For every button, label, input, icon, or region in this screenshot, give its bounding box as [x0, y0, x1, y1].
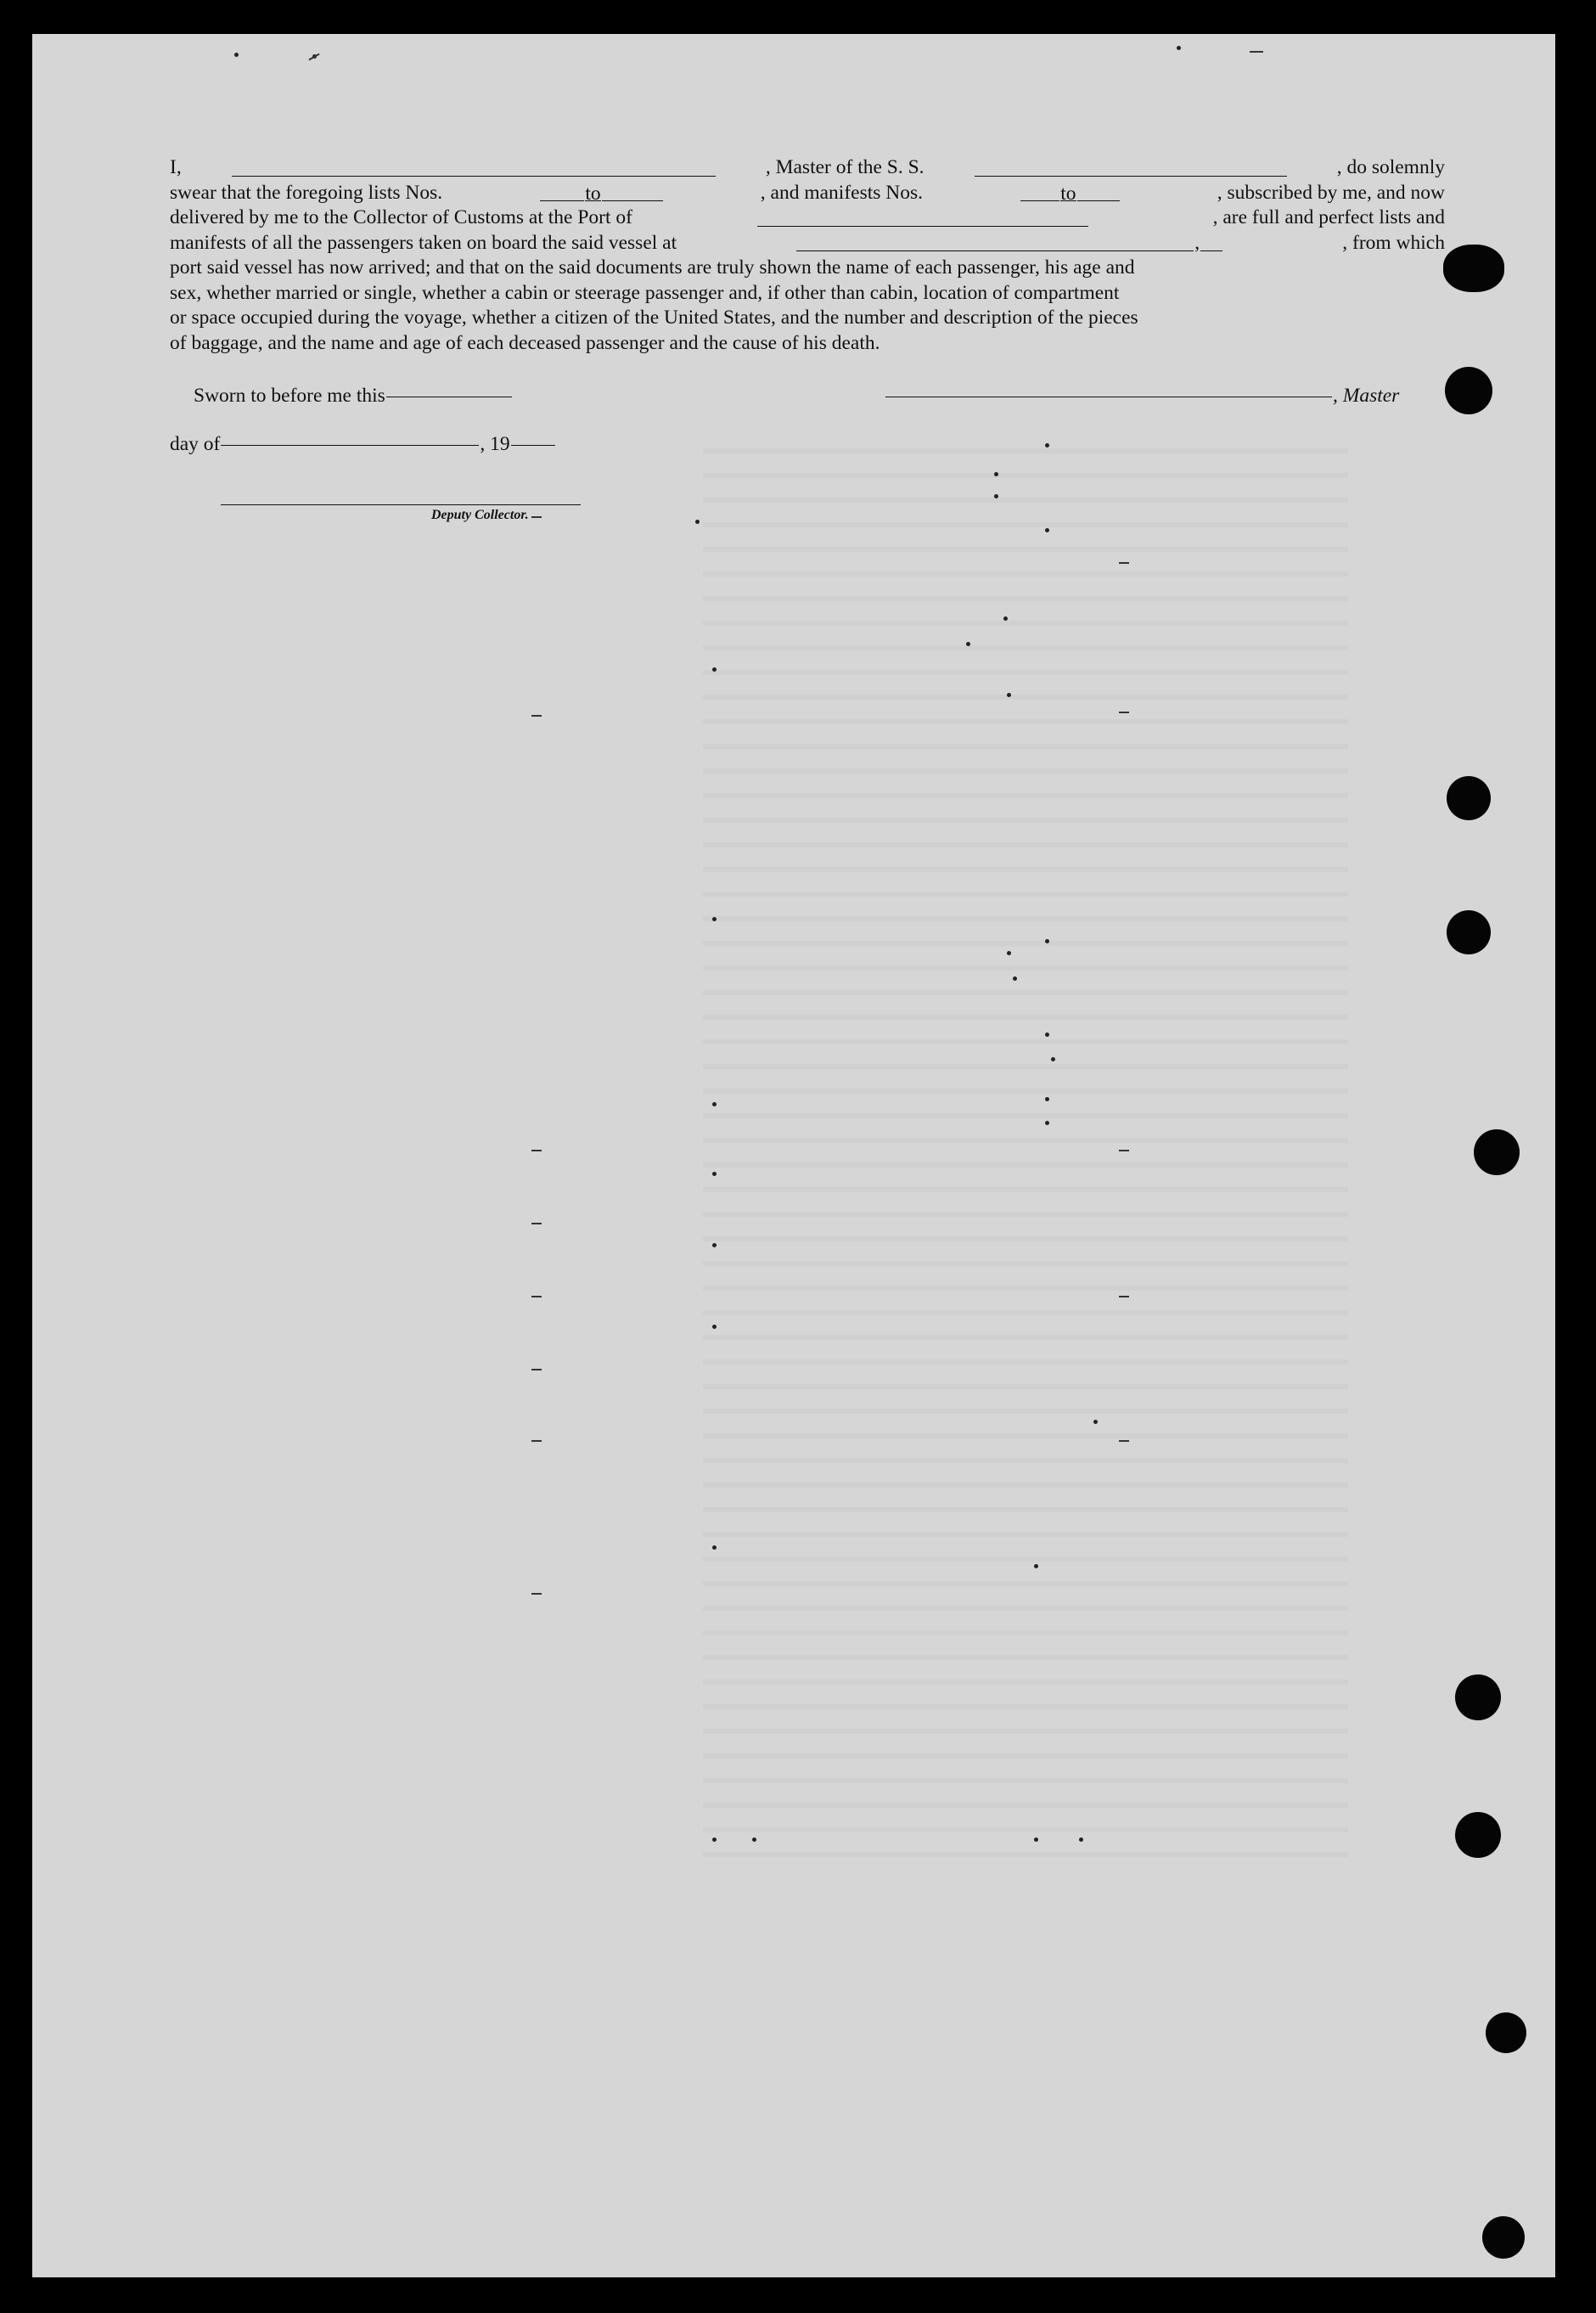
punch-hole	[1443, 245, 1504, 292]
oath-line-8-text: of baggage, and the name and age of each deceased passenger and the cause of his death.	[170, 331, 880, 354]
oath-line-4	[170, 231, 1445, 256]
punch-hole	[1474, 1129, 1520, 1175]
oath-line-7-text: or space occupied during the voyage, whether a citizen of the United States, and the number and description of the pieces	[170, 307, 1138, 329]
oath-comma: ,	[1194, 231, 1200, 254]
day-of-field[interactable]	[221, 444, 479, 446]
punch-hole	[1455, 1812, 1501, 1858]
oath-subscribed: , subscribed by me, and now	[1217, 181, 1445, 204]
master-signature-line	[885, 385, 1399, 408]
punch-hole	[1486, 2012, 1526, 2053]
oath-line-7	[170, 306, 1445, 331]
master-signature-field[interactable]	[885, 396, 1332, 397]
oath-swear: swear that the foregoing lists Nos.	[170, 181, 443, 204]
oath-line-6	[170, 281, 1445, 307]
oath-line-5-text: port said vessel has now arrived; and that on the said documents are truly shown the name of each passenger, his age and	[170, 256, 1135, 279]
oath-line-6-text: sex, whether married or single, whether a cabin or steerage passenger and, if other than cabin, location of compartment	[170, 281, 1120, 304]
oath-line-3	[170, 205, 1445, 231]
oath-line-2	[170, 181, 1445, 206]
oath-line-5	[170, 256, 1445, 281]
oath-do-solemnly: , do solemnly	[1336, 156, 1445, 178]
punch-hole	[1455, 1674, 1501, 1720]
day-of-line	[170, 433, 556, 456]
ship-name-field[interactable]	[975, 175, 1287, 177]
sworn-date-field[interactable]	[386, 396, 512, 397]
master-name-field[interactable]	[232, 175, 716, 177]
deputy-collector-signature-field[interactable]	[221, 504, 581, 505]
oath-full-perfect: , are full and perfect lists and	[1212, 206, 1445, 228]
document-page	[32, 34, 1555, 2277]
oath-master-of-ss: , Master of the S. S.	[765, 156, 924, 178]
departure-date-field[interactable]	[1200, 250, 1222, 251]
punch-hole	[1447, 910, 1491, 954]
lists-from-field[interactable]	[540, 200, 584, 201]
oath-word-i: I,	[170, 156, 182, 178]
sworn-line	[194, 385, 513, 408]
oath-delivered: delivered by me to the Collector of Customs at the Port of	[170, 206, 632, 228]
master-label: , Master	[1333, 385, 1400, 407]
lists-to-field[interactable]	[602, 200, 663, 201]
sworn-label: Sworn to before me this	[194, 385, 385, 407]
day-of-label: day of	[170, 433, 221, 455]
manifests-to-word: to	[1060, 183, 1076, 205]
oath-line-8	[170, 331, 1445, 357]
manifests-from-field[interactable]	[1020, 200, 1059, 201]
lists-to-word: to	[585, 183, 601, 205]
oath-manifests: , and manifests Nos.	[760, 181, 924, 204]
departure-port-field[interactable]	[796, 250, 1194, 251]
oath-paragraph	[170, 155, 1445, 356]
manifests-to-field[interactable]	[1077, 200, 1120, 201]
oath-line-1	[170, 155, 1445, 181]
deputy-collector-label: Deputy Collector.	[431, 508, 529, 522]
punch-hole	[1445, 367, 1492, 414]
port-field[interactable]	[757, 225, 1088, 227]
oath-manifests-of: manifests of all the passengers taken on board the said vessel at	[170, 231, 677, 254]
year-field[interactable]	[511, 444, 555, 446]
year-prefix-label: , 19	[480, 433, 510, 455]
punch-hole	[1447, 776, 1491, 820]
punch-hole	[1482, 2216, 1525, 2259]
oath-from-which: , from which	[1342, 231, 1445, 254]
